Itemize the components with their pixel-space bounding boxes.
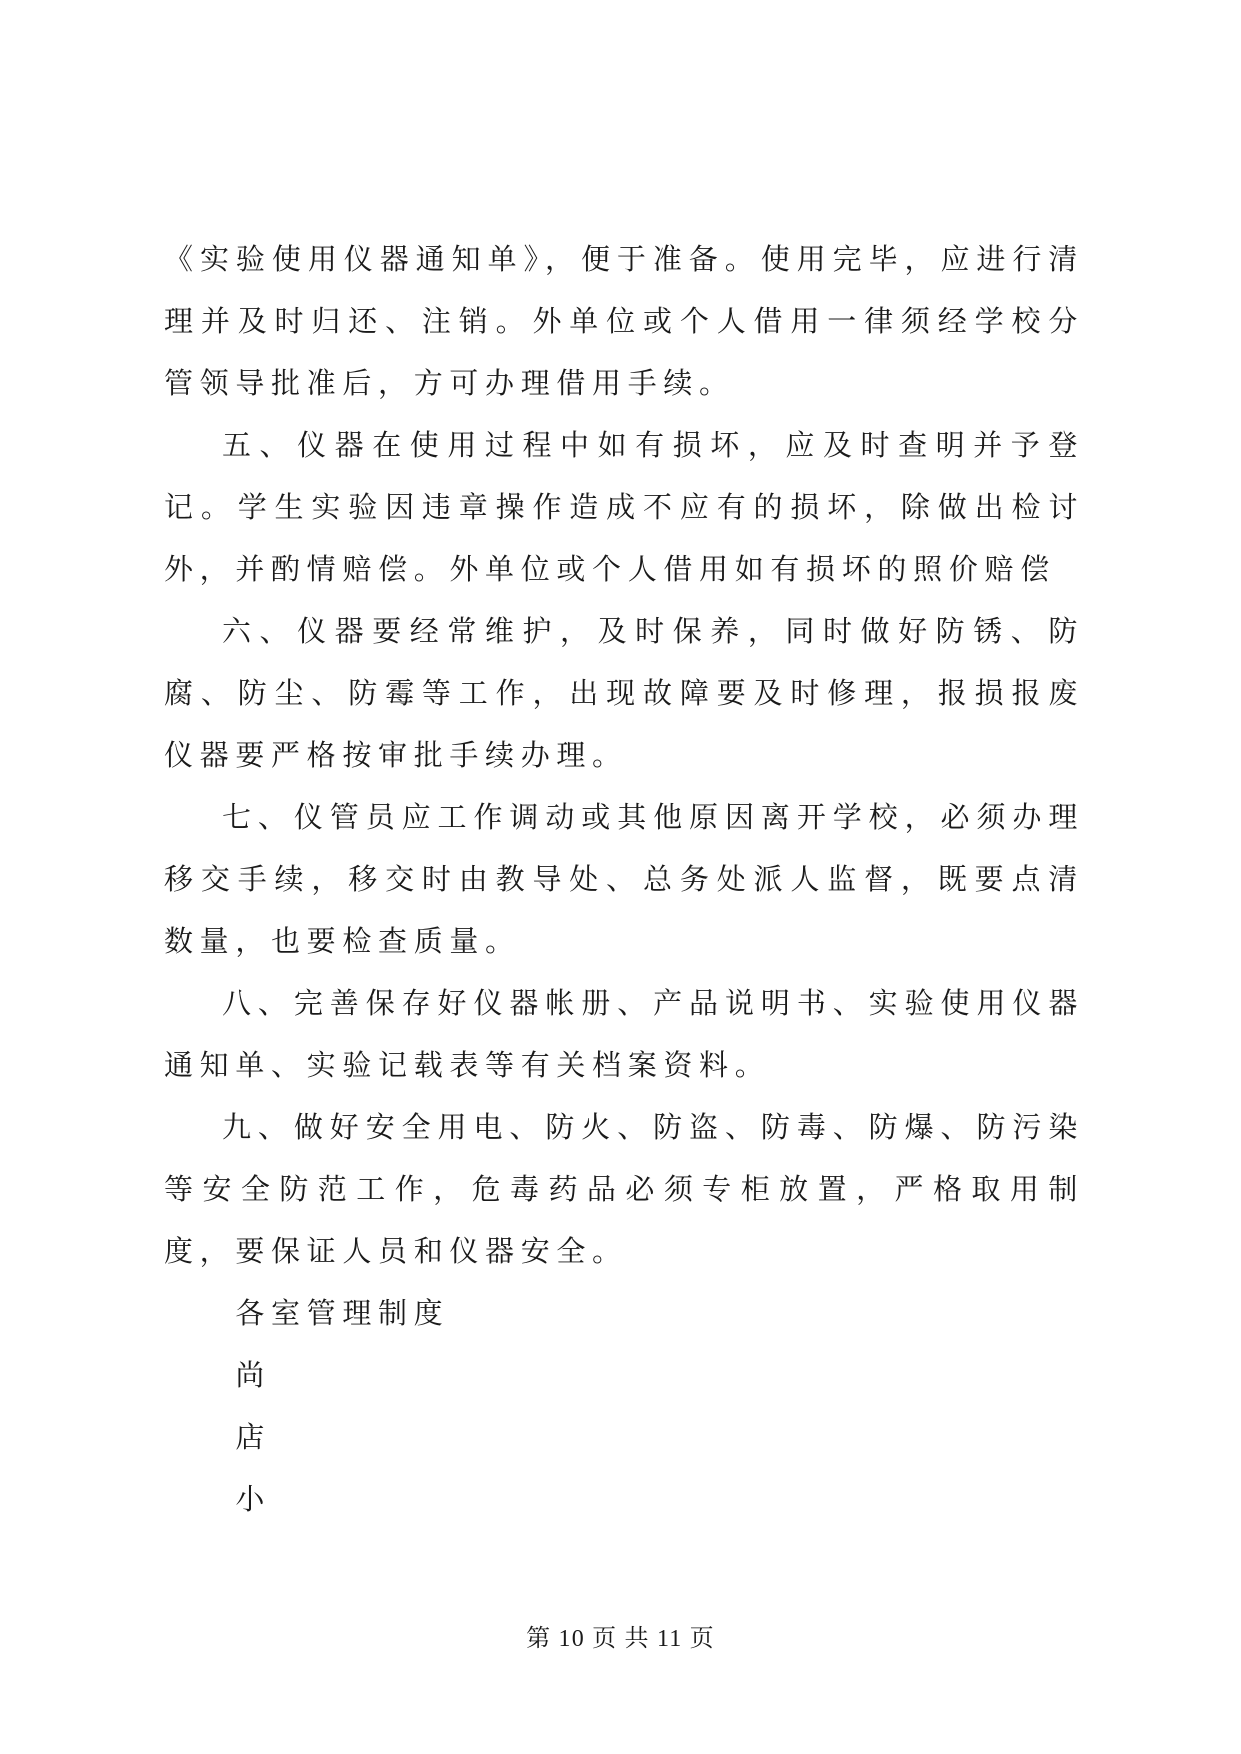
- paragraph-item-7: 七、仪管员应工作调动或其他原因离开学校，必须办理移交手续，移交时由教导处、总务处派人监督，既要点清数量，也要检查质量。: [164, 800, 1084, 958]
- text-line: 尚: [235, 1358, 271, 1392]
- paragraph-item-9: 九、做好安全用电、防火、防盗、防毒、防爆、防污染等安全防范工作，危毒药品必须专柜放置，严格取用制度，要保证人员和仪器安全。: [164, 1110, 1084, 1268]
- paragraph-item-5: 五、仪器在使用过程中如有损坏，应及时查明并予登记。学生实验因违章操作造成不应有的损坏，除做出检讨外，并酌情赔偿。外单位或个人借用如有损坏的照价赔偿: [164, 428, 1084, 586]
- section-heading: 各室管理制度: [235, 1296, 450, 1330]
- paragraph-item-8: 八、完善保存好仪器帐册、产品说明书、实验使用仪器通知单、实验记载表等有关档案资料。: [164, 986, 1084, 1082]
- paragraph-item-6: 六、仪器要经常维护，及时保养，同时做好防锈、防腐、防尘、防霉等工作，出现故障要及时修理，报损报废仪器要严格按审批手续办理。: [164, 614, 1084, 772]
- text-line: 小: [235, 1482, 271, 1516]
- page-number-footer: 第 10 页 共 11 页: [526, 1626, 715, 1652]
- document-body: [164, 228, 1084, 1530]
- paragraph-continuation: 《实验使用仪器通知单》，便于准备。使用完毕，应进行清理并及时归还、注销。外单位或个人借用一律须经学校分管领导批准后，方可办理借用手续。: [164, 242, 1084, 400]
- text-line: 店: [235, 1420, 271, 1454]
